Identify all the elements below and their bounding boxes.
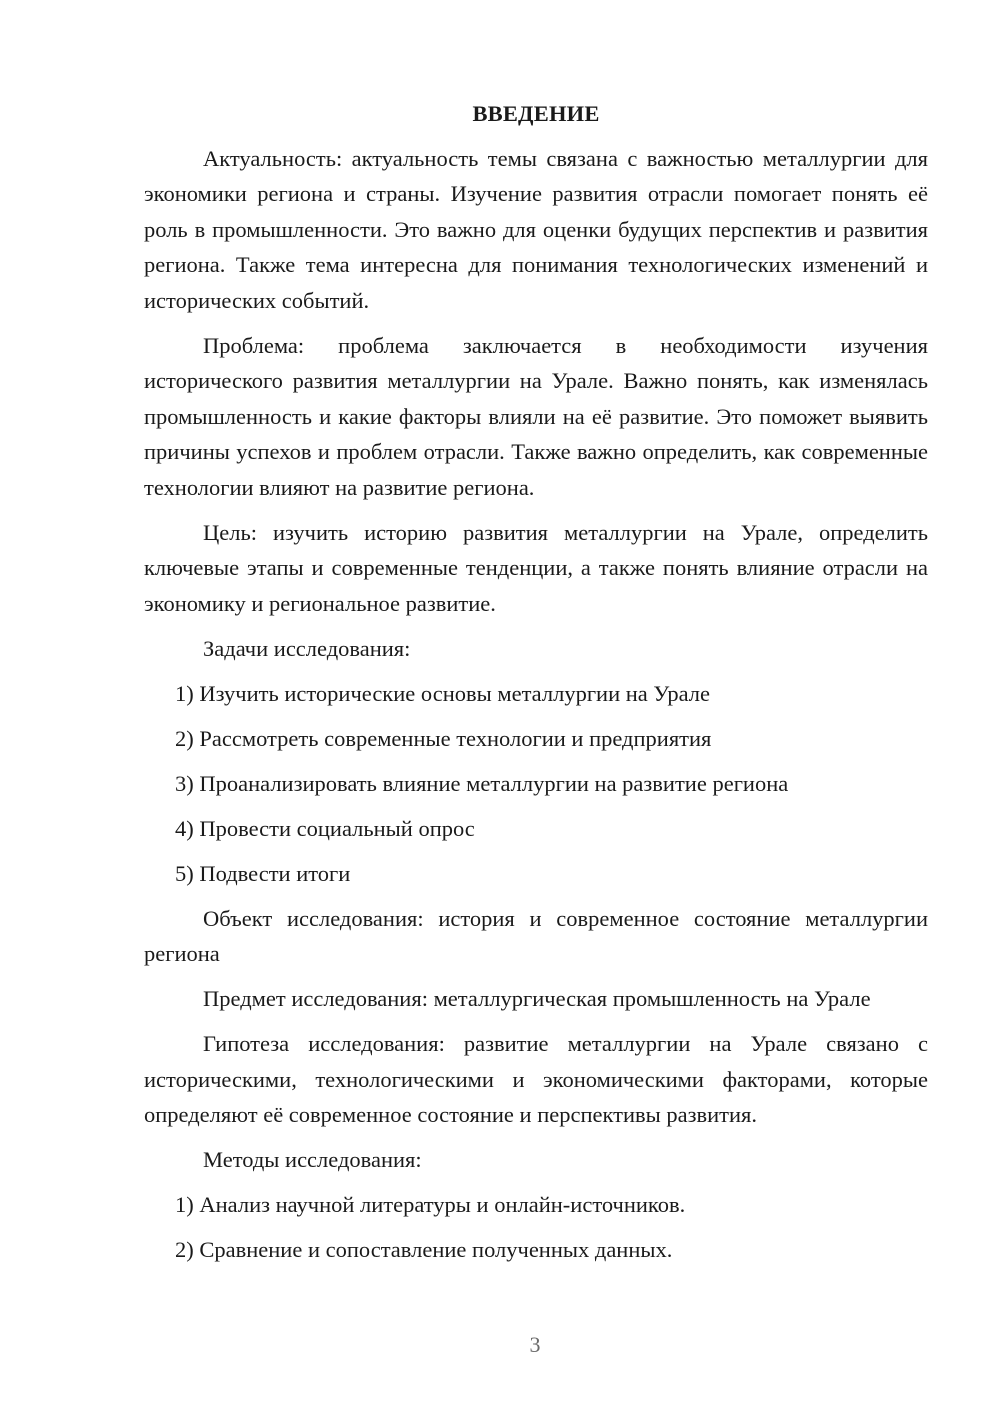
methods-heading: Методы исследования: [203, 1147, 422, 1172]
task-item-5: 5) Подвести итоги [175, 860, 351, 886]
task-item-4: 4) Провести социальный опрос [175, 815, 475, 841]
method-item-1: 1) Анализ научной литературы и онлайн-источников. [175, 1192, 686, 1217]
document-page [144, 96, 928, 1277]
tasks-heading: Задачи исследования: [203, 635, 411, 661]
object-paragraph: Объект исследования: история и современное состояние металлургии региона [144, 905, 928, 966]
task-item-3: 3) Проанализировать влияние металлургии на развитие региона [175, 770, 789, 796]
task-item-1: 1) Изучить исторические основы металлургии на Урале [175, 680, 711, 706]
page-number: 3 [529, 1332, 541, 1357]
relevance-paragraph: Актуальность: актуальность темы связана с важностью металлургии для экономики региона и страны. Изучение развития отрасли помогает понять её роль в промышленности. Это важно для оценки будущих перспектив и развития региона. Также тема интересна для понимания технологических изменений и исторических событий. [144, 145, 928, 313]
page-title: ВВЕДЕНИЕ [472, 101, 600, 126]
hypothesis-paragraph: Гипотеза исследования: развитие металлургии на Урале связано с историческими, технологическими и экономическими факторами, которые определяют её современное состояние и перспективы развития. [144, 1031, 928, 1127]
subject-paragraph: Предмет исследования: металлургическая промышленность на Урале [203, 986, 871, 1011]
goal-paragraph: Цель: изучить историю развития металлургии на Урале, определить ключевые этапы и современные тенденции, а также понять влияние отрасли на экономику и региональное развитие. [144, 519, 928, 616]
problem-paragraph: Проблема: проблема заключается в необходимости изучения исторического развития металлургии на Урале. Важно понять, как изменялась промышленность и какие факторы влияли на её развитие. Это поможет выявить причины успехов и проблем отрасли. Также важно определить, как современные технологии влияют на развитие региона. [144, 332, 928, 500]
method-item-2: 2) Сравнение и сопоставление полученных данных. [175, 1237, 673, 1262]
task-item-2: 2) Рассмотреть современные технологии и предприятия [175, 725, 712, 751]
